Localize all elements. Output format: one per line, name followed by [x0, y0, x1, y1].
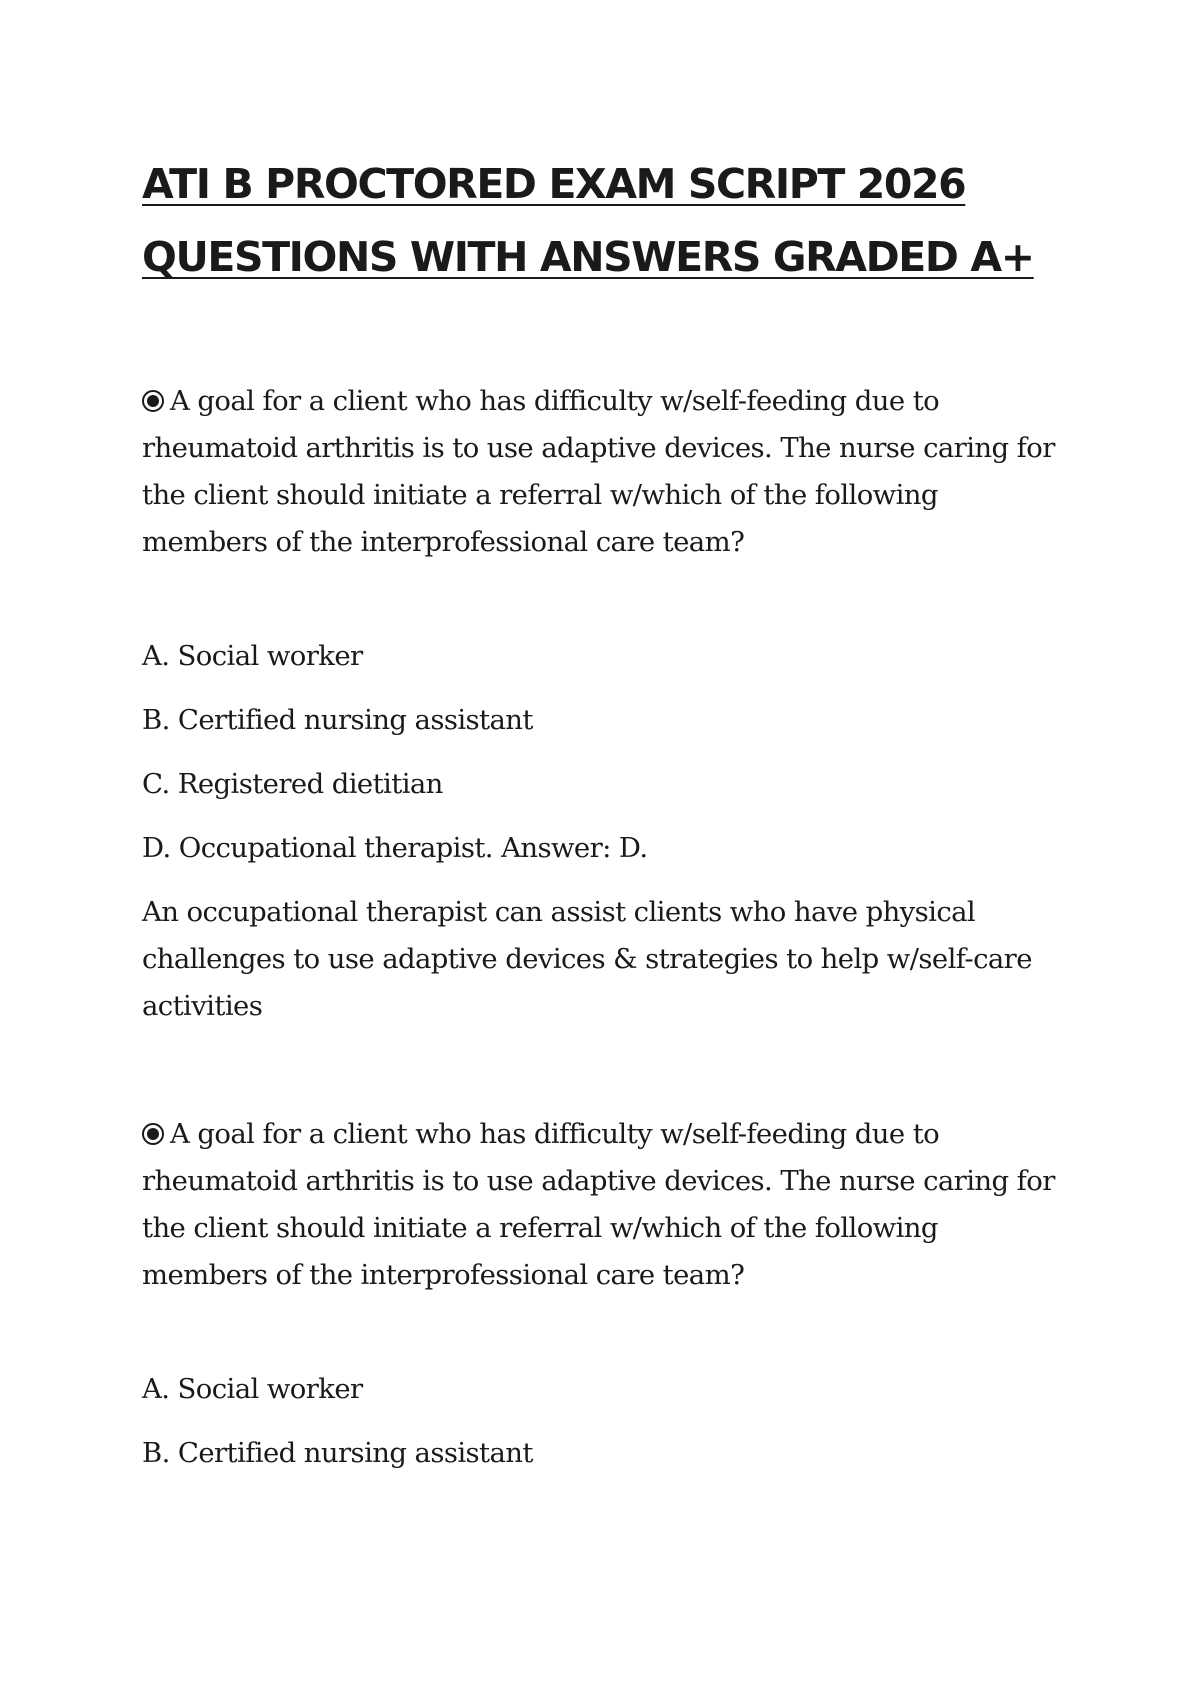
answer-options: [142, 1366, 1060, 1477]
document-title: [142, 148, 1060, 294]
answer-option: A. Social worker: [142, 640, 363, 672]
title-line-2: QUESTIONS WITH ANSWERS GRADED A+: [142, 233, 1034, 281]
question-text: [142, 378, 1060, 566]
question-1-text: A goal for a client who has difficulty w/self-feeding due to rheumatoid arthritis is to use adaptive devices. The nurse caring for the client should initiate a referral w/which of the following members of the interprofessional care team?: [142, 385, 1055, 558]
answer-explanation: An occupational therapist can assist clients who have physical challenges to use adaptive devices & strategies to help w/self-care activities: [142, 896, 1032, 1022]
answer-option: B. Certified nursing assistant: [142, 704, 533, 736]
title-line-1: ATI B PROCTORED EXAM SCRIPT 2026: [142, 160, 966, 208]
question-block-1: [142, 378, 1060, 1030]
question-block-2: [142, 1111, 1060, 1477]
question-2-text: A goal for a client who has difficulty w/self-feeding due to rheumatoid arthritis is to use adaptive devices. The nurse caring for the client should initiate a referral w/which of the following members of the interprofessional care team?: [142, 1118, 1055, 1291]
answer-option: D. Occupational therapist. Answer: D.: [142, 832, 648, 864]
answer-option: B. Certified nursing assistant: [142, 1437, 533, 1469]
answer-option: A. Social worker: [142, 1373, 363, 1405]
answer-options: [142, 633, 1060, 872]
radio-bullet-icon: [142, 1123, 164, 1145]
radio-bullet-icon: [142, 390, 164, 412]
question-text: [142, 1111, 1060, 1299]
answer-option: C. Registered dietitian: [142, 768, 443, 800]
